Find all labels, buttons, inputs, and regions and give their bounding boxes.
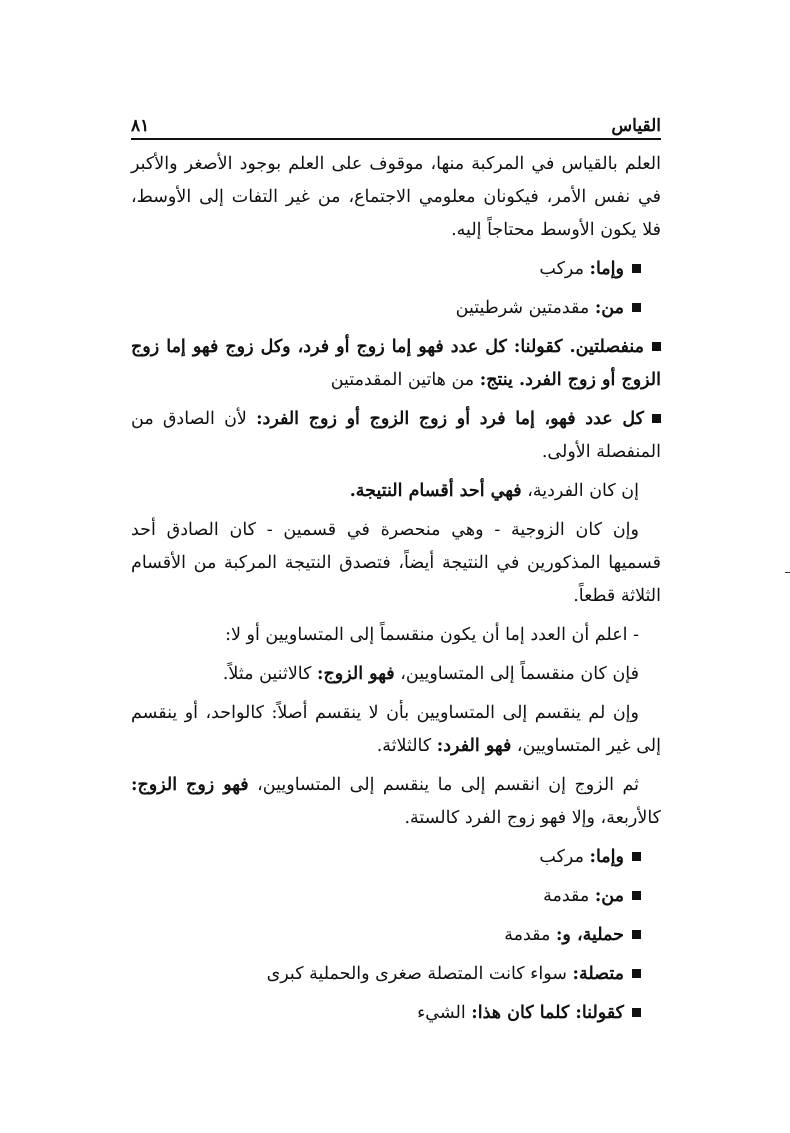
chapter-title: القياس bbox=[611, 116, 661, 136]
paragraph bbox=[131, 697, 661, 763]
bullet-item bbox=[131, 841, 661, 874]
bullet-item bbox=[131, 880, 661, 913]
paragraph bbox=[131, 658, 661, 691]
bullet-square-icon bbox=[632, 891, 641, 900]
bullet-keyword: كل عدد فهو، إما فرد أو زوج الزوج أو زوج الفرد: bbox=[256, 409, 644, 429]
bullet-text: سواء كانت المتصلة صغرى والحملية كبرى bbox=[266, 964, 573, 984]
bullet-square-icon bbox=[632, 852, 641, 861]
paragraph: وإن كان الزوجية - وهي منحصرة في قسمين - كان الصادق أحد قسميها المذكورين في النتيجة أيضاً، فتصدق النتيجة المركبة من الأقسام الثلاثة قطعاً. bbox=[131, 520, 661, 606]
bullet-text: مقدمتين شرطيتين bbox=[455, 298, 595, 318]
bullet-square-icon bbox=[632, 264, 641, 273]
paragraph-text: كالأربعة، وإلا فهو زوج الفرد كالستة. bbox=[404, 808, 661, 828]
page-body bbox=[131, 148, 661, 1036]
paragraph-text: إن كان الفردية، bbox=[521, 481, 639, 501]
bullet-item bbox=[131, 292, 661, 325]
paragraph bbox=[131, 769, 661, 835]
bullet-item bbox=[131, 958, 661, 991]
bullet-keyword: وإما: bbox=[589, 847, 624, 867]
bullet-square-icon bbox=[652, 342, 661, 351]
bullet-text: مقدمة bbox=[504, 925, 556, 945]
paragraph-keyword: فهو زوج الزوج: bbox=[131, 775, 249, 795]
paragraph-text: وإن لم ينقسم إلى المتساويين بأن لا ينقسم أصلاً: كالواحد، أو ينقسم إلى غير المتساويين، bbox=[131, 703, 661, 756]
bullet-keyword: متصلة: bbox=[572, 964, 624, 984]
bullet-square-icon bbox=[632, 930, 641, 939]
paragraph bbox=[131, 475, 661, 508]
paragraph: - اعلم أن العدد إما أن يكون منقسماً إلى المتساويين أو لا: bbox=[225, 625, 639, 645]
bullet-text: من هاتين المقدمتين bbox=[330, 370, 480, 390]
bullet-square-icon bbox=[632, 969, 641, 978]
bullet-text: لأن الصادق من المنفصلة الأولى. bbox=[131, 409, 661, 462]
bullet-square-icon bbox=[652, 414, 661, 423]
bullet-keyword: منفصلتين. كقولنا: كل عدد فهو إما زوج أو فرد، وكل زوج فهو إما زوج الزوج أو زوج الفرد. ينتج: bbox=[131, 337, 661, 390]
running-header bbox=[131, 108, 661, 140]
bullet-square-icon bbox=[632, 303, 641, 312]
paragraph-keyword: فهو الزوج: bbox=[317, 664, 395, 684]
bullet-keyword: كقولنا: كلما كان هذا: bbox=[471, 1003, 624, 1023]
paragraph-text: فإن كان منقسماً إلى المتساويين، bbox=[394, 664, 639, 684]
intro-paragraph: العلم بالقياس في المركبة منها، موقوف على العلم بوجود الأصغر والأكبر في نفس الأمر، فيكونان معلومي الاجتماع، من غير التفات إلى الأوسط، فلا يكون الأوسط محتاجاً إليه. bbox=[131, 154, 661, 240]
bullet-item bbox=[131, 919, 661, 952]
paragraph-text: كالاثنين مثلاً. bbox=[222, 664, 318, 684]
bullet-keyword: حملية، و: bbox=[555, 925, 624, 945]
page-number: ٨١ bbox=[131, 116, 150, 136]
paragraph-keyword: فهي أحد أقسام النتيجة. bbox=[349, 481, 522, 501]
bullet-item bbox=[131, 331, 661, 397]
paragraph-text: كالثلاثة. bbox=[376, 736, 437, 756]
bullet-text: مركب bbox=[539, 259, 590, 279]
bullet-text: الشيء bbox=[417, 1003, 472, 1023]
bullet-square-icon bbox=[632, 1008, 641, 1017]
paragraph-text: ثم الزوج إن انقسم إلى ما ينقسم إلى المتساويين، bbox=[248, 775, 639, 795]
bullet-keyword: وإما: bbox=[589, 259, 624, 279]
bullet-item bbox=[131, 997, 661, 1030]
bullet-item bbox=[131, 403, 661, 469]
bullet-text: مركب bbox=[539, 847, 590, 867]
bullet-keyword: من: bbox=[594, 298, 624, 318]
bullet-text: مقدمة bbox=[543, 886, 595, 906]
paragraph-keyword: فهو الفرد: bbox=[436, 736, 512, 756]
bullet-keyword: من: bbox=[594, 886, 624, 906]
page-edge-mark bbox=[785, 572, 790, 573]
bullet-item bbox=[131, 253, 661, 286]
